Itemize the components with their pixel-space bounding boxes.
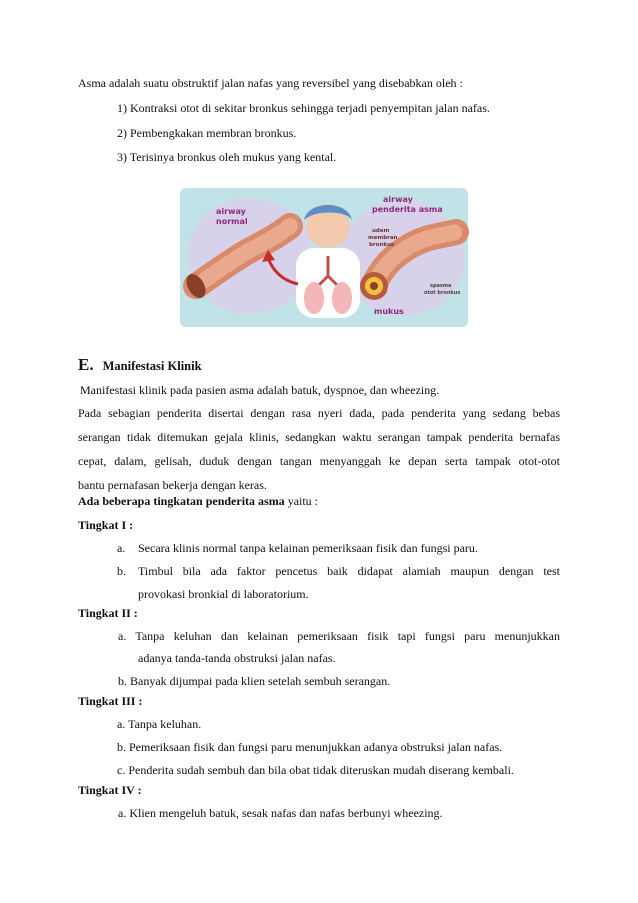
tingkat-3-b: b. Pemeriksaan fisik dan fungsi paru menunjukkan adanya obstruksi jalan nafas. xyxy=(117,740,503,754)
paragraph-line-4: bantu pernafasan bekerja dengan keras. xyxy=(78,478,267,492)
label-mukus: mukus xyxy=(374,307,404,316)
tingkat-2-b-text: b. Banyak dijumpai pada klien setelah sembuh serangan. xyxy=(118,674,391,688)
asthma-airway-illustration xyxy=(178,186,470,329)
label-edema-3: bronkus xyxy=(369,242,395,248)
label-edema-1: udem xyxy=(372,228,390,234)
label-airway-normal-2: normal xyxy=(216,217,248,226)
tingkat-2-a-text-1: a. Tanpa keluhan dan kelainan pemeriksaan fisik tapi fungsi paru menunjukkan xyxy=(118,629,560,643)
tingkat-4-a: a. Klien mengeluh batuk, sesak nafas dan nafas berbunyi wheezing. xyxy=(118,806,443,820)
summary-text: Manifestasi klinik pada pasien asma adalah batuk, dyspnoe, dan wheezing. xyxy=(80,383,440,397)
tingkat-1-b-marker: b. xyxy=(117,564,126,578)
paragraph-line-3: cepat, dalam, gelisah, duduk dengan tangan menyanggah ke depan serta tampak otot-otot xyxy=(78,454,560,468)
label-airway-normal-1: airway xyxy=(216,207,246,216)
intro-text: Asma adalah suatu obstruktif jalan nafas yang reversibel yang disebabkan oleh : xyxy=(78,76,463,90)
tingkat-1-b-text-2: provokasi bronkial di laboratorium. xyxy=(138,587,309,601)
levels-intro-bold: Ada beberapa tingkatan penderita asma xyxy=(78,494,285,508)
label-airway-asthma-1: airway xyxy=(383,195,413,204)
label-spasm-1: spasme xyxy=(430,283,452,289)
tingkat-2-a-text-2: adanya tanda-tanda obstruksi jalan nafas. xyxy=(138,651,336,665)
tingkat-1-title: Tingkat I : xyxy=(78,518,134,532)
levels-intro-rest: yaitu : xyxy=(284,494,319,508)
tingkat-3-a: a. Tanpa keluhan. xyxy=(117,717,202,731)
tingkat-1-a-marker: a. xyxy=(117,541,126,555)
section-heading xyxy=(78,356,202,375)
tingkat-2-title: Tingkat II : xyxy=(78,606,138,620)
cause-item-2: 2) Pembengkakan membran bronkus. xyxy=(117,126,297,140)
section-letter: E. xyxy=(78,355,94,374)
tingkat-4-title: Tingkat IV : xyxy=(78,783,142,797)
cause-item-1: 1) Kontraksi otot di sekitar bronkus sehingga terjadi penyempitan jalan nafas. xyxy=(117,101,490,115)
tingkat-3-title: Tingkat III : xyxy=(78,694,143,708)
paragraph-line-2: serangan tidak ditemukan gejala klinis, sedangkan waktu serangan tampak penderita bernafas xyxy=(78,430,560,444)
levels-intro xyxy=(78,494,318,509)
section-title: Manifestasi Klinik xyxy=(102,359,202,373)
paragraph-line-1: Pada sebagian penderita disertai dengan rasa nyeri dada, pada penderita yang sedang bebas xyxy=(78,406,560,420)
label-airway-asthma-2: penderita asma xyxy=(372,205,443,214)
tingkat-3-c: c. Penderita sudah sembuh dan bila obat tidak diteruskan mudah diserang kembali. xyxy=(117,763,514,777)
label-spasm-2: otot bronkus xyxy=(424,290,461,296)
tingkat-1-a-text: Secara klinis normal tanpa kelainan pemeriksaan fisik dan fungsi paru. xyxy=(138,541,478,555)
label-edema-2: membran xyxy=(368,235,398,241)
tingkat-1-b-text-1: Timbul bila ada faktor pencetus baik didapat alamiah maupun dengan test xyxy=(138,564,560,578)
cause-item-3: 3) Terisinya bronkus oleh mukus yang kental. xyxy=(117,150,337,164)
